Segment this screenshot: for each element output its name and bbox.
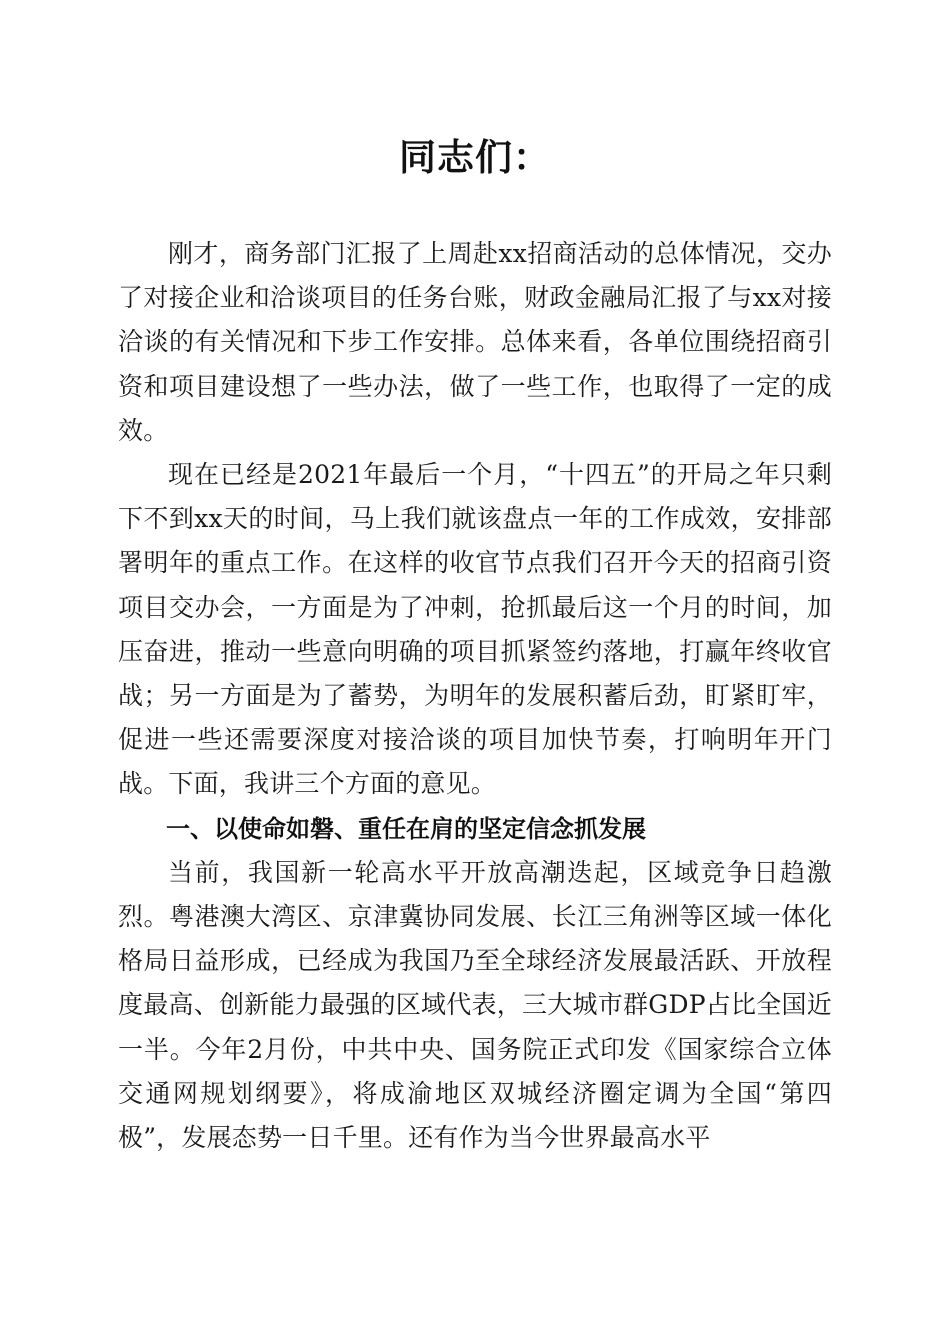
paragraph-context: 现在已经是2021年最后一个月，“十四五”的开局之年只剩下不到xx天的时间，马上我们就该盘点一年的工作成效，安排部署明年的重点工作。在这样的收官节点我们召开今天的招商引资项目交办会，一方面是为了冲刺，抢抓最后这一个月的时间，加压奋进，推动一些意向明确的项目抓紧签约落地，打赢年终收官战；另一方面是为了蓄势，为明年的发展积蓄后劲，盯紧盯牢，促进一些还需要深度对接洽谈的项目加快节奏，打响明年开门战。下面，我讲三个方面的意见。 [118, 460, 832, 799]
document-title: 同志们： [399, 135, 551, 179]
section-heading: 一、以使命如磐、重任在肩的坚定信念抓发展 [166, 814, 646, 843]
paragraph-intro: 刚才，商务部门汇报了上周赴xx招商活动的总体情况，交办了对接企业和洽谈项目的任务台账，财政金融局汇报了与xx对接洽谈的有关情况和下步工作安排。总体来看，各单位围绕招商引资和项目建设想了一些办法，做了一些工作，也取得了一定的成效。 [118, 239, 832, 445]
paragraph-section-one: 当前，我国新一轮高水平开放高潮迭起，区域竞争日趋激烈。粤港澳大湾区、京津冀协同发展、长江三角洲等区域一体化格局日益形成，已经成为我国乃至全球经济发展最活跃、开放程度最高、创新能力最强的区域代表，三大城市群GDP占比全国近一半。今年2月份，中共中央、国务院正式印发《国家综合立体交通网规划纲要》，将成渝地区双城经济圈定调为全国“第四极”，发展态势一日千里。还有作为当今世界最高水平 [118, 857, 832, 1153]
document-body [118, 232, 832, 1160]
